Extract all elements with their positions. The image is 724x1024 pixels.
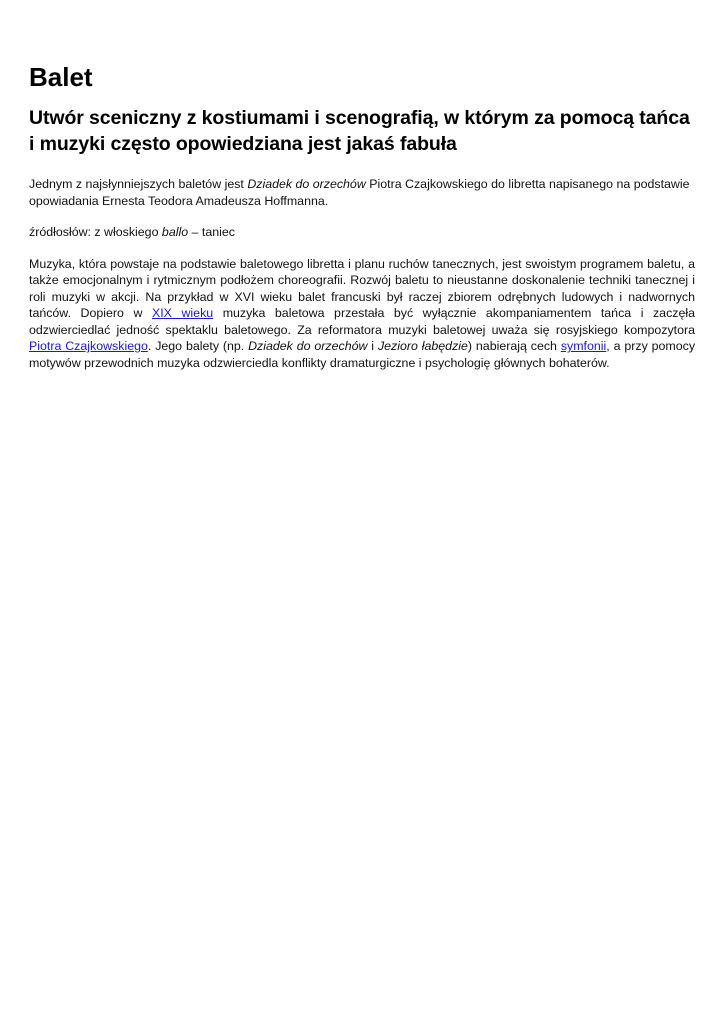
link-xix-century[interactable]: XIX wieku	[151, 306, 214, 320]
body-work-title: Jezioro łabędzie	[377, 339, 468, 353]
etymology-word: ballo	[161, 225, 189, 239]
etymology-text: – taniec	[188, 225, 235, 239]
body-work-title: Dziadek do orzechów	[248, 339, 368, 353]
page-title: Balet	[29, 62, 93, 92]
intro-paragraph	[29, 176, 695, 209]
etymology-text: źródłosłów: z włoskiego	[29, 225, 162, 239]
document-page	[29, 58, 695, 371]
body-text: Muzyka, która powstaje na podstawie baletowego libretta i planu ruchów tanecznych, jest swoistym programem baletu, a także emocjonalnym i rytmicznym podłożem choreografii. Rozwój baletu to nieustanne doskonalenie techniki tanecznej i roli muzyki w akcji. Na przykład w XVI wieku balet francuski był raczej zbiorem odrębnych ludowych i nadwornych tańców. Dopiero w	[29, 256, 695, 320]
intro-work-title: Dziadek do orzechów	[247, 177, 366, 191]
etymology-paragraph	[29, 224, 695, 241]
body-text: ) nabierają cech	[467, 339, 561, 353]
page-subtitle: Utwór sceniczny z kostiumami i scenografią, w którym za pomocą tańca i muzyki często opowiedziana jest jakaś fabuła	[29, 107, 690, 155]
intro-text: Piotra Czajkowskiego do libretta napisanego na podstawie opowiadania Ernesta Teodora Amadeusza Hoffmanna.	[29, 177, 690, 208]
body-text: , a przy pomocy motywów przewodnich muzyka odzwierciedla konflikty dramaturgiczne i psychologię głównych bohaterów.	[29, 339, 696, 370]
link-symphony[interactable]: symfonii	[560, 339, 607, 353]
body-text: muzyka baletowa przestała być wyłącznie akompaniamentem tańca i zaczęła odzwierciedlać jedność spektaklu baletowego. Za reformatora muzyki baletowej uważa się rosyjskiego kompozytora	[29, 306, 695, 337]
body-text: . Jego balety (np.	[147, 339, 249, 353]
body-paragraph	[29, 256, 695, 372]
intro-text: Jednym z najsłynniejszych baletów jest	[29, 177, 248, 191]
body-text: i	[367, 339, 378, 353]
link-composer[interactable]: Piotra Czajkowskiego	[29, 339, 148, 353]
